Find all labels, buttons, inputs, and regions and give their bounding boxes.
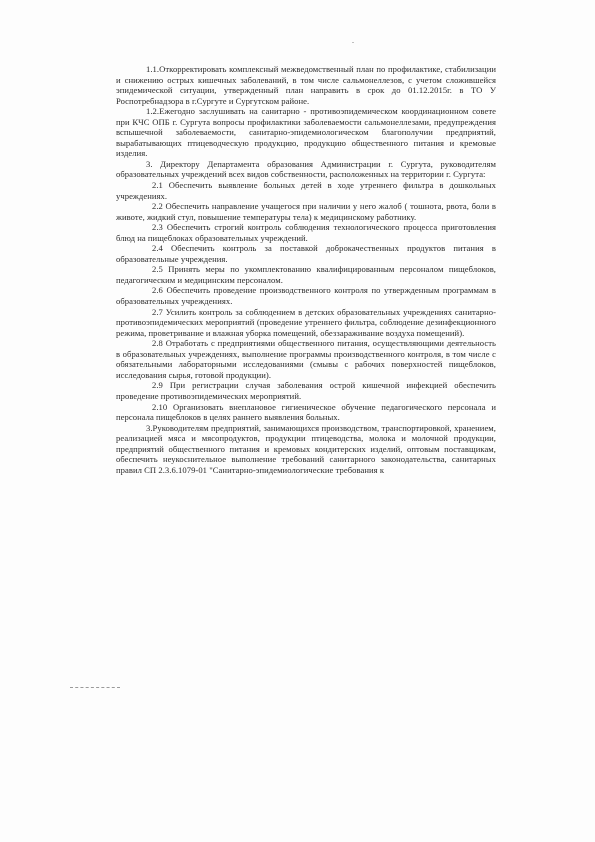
paragraph-2-3: 2.3 Обеспечить строгий контроль соблюдения технологического процесса приготовления блюд на пищеблоках образовательных учреждений. [116,222,496,243]
page-mark: - [352,40,354,46]
paragraph-1-1: 1.1.Откорректировать комплексный межведомственный план по профилактике, стабилизации и снижению острых кишечных заболеваний, в том числе сальмонеллезов, с учетом сложившейся эпидемической ситуации, утвержденный план направить в срок до 01.12.2015г. в ТО У Роспотребнадзора в г.Сургуте и Сургутском районе. [116,64,496,106]
paragraph-2-8: 2.8 Отработать с предприятиями общественного питания, осуществляющими деятельность в образовательных учреждениях, выполнение программы производственного контроля, в том числе с обязательными лабораторными исследованиями (смывы с рабочих поверхностей пищеблоков, исследования сырья, готовой продукции). [116,338,496,380]
paragraph-2-7: 2.7 Усилить контроль за соблюдением в детских образовательных учреждениях санитарно-противоэпидемических мероприятий (проведение утреннего фильтра, соблюдение дезинфекционного режима, проветривание и влажная уборка помещений, обеззараживание воздуха помещений). [116,306,496,338]
paragraph-3-education: 3. Директору Департамента образования Администрации г. Сургута, руководителям образовательных учреждений всех видов собственности, расположенных на территории г. Сургута: [116,158,496,180]
paragraph-2-1: 2.1 Обеспечить выявление больных детей в ходе утреннего фильтра в дошкольных учреждениях. [116,180,496,201]
paragraph-2-10: 2.10 Организовать внеплановое гигиеническое обучение педагогического персонала и персонала пищеблоков в целях раннего выявления больных. [116,401,496,423]
paragraph-1-2: 1.2.Ежегодно заслушивать на санитарно - противоэпидемическом координационном совете при КЧС ОПБ г. Сургута вопросы профилактики заболеваемости сальмонеллезами, предупреждения вспышечной заболеваемости, санитарно-эпидемиологическом благополучии предприятий, вырабатывающих птицеводческую продукцию, продукцию общественного питания и кремовые изделия. [116,106,496,159]
footnote-separator [70,687,120,688]
paragraph-2-4: 2.4 Обеспечить контроль за поставкой доброкачественных продуктов питания в образовательные учреждения. [116,243,496,264]
paragraph-2-2: 2.2 Обеспечить направление учащегося при наличии у него жалоб ( тошнота, рвота, боли в животе, жидкий стул, повышение температуры тела) к медицинскому работнику. [116,201,496,222]
paragraph-2-9: 2.9 При регистрации случая заболевания острой кишечной инфекцией обеспечить проведение противоэпидемических мероприятий. [116,380,496,401]
paragraph-2-5: 2.5 Принять меры по укомплектованию квалифицированным персоналом пищеблоков, педагогическим и медицинским персоналом. [116,264,496,285]
paragraph-2-6: 2.6 Обеспечить проведение производственного контроля по утвержденным программам в образовательных учреждениях. [116,285,496,307]
document-body [116,64,496,475]
paragraph-3-enterprises: 3.Руководителям предприятий, занимающихся производством, транспортировкой, хранением, реализацией мяса и мясопродуктов, продукции птицеводства, молока и молочной продукции, предприятий общественного питания и кремовых кондитерских изделий, оптовым поставщикам, обеспечить неукоснительное выполнение требований санитарного законодательства, санитарных правил СП 2.3.6.1079-01 "Санитарно-эпидемиологические требования к [116,422,496,475]
